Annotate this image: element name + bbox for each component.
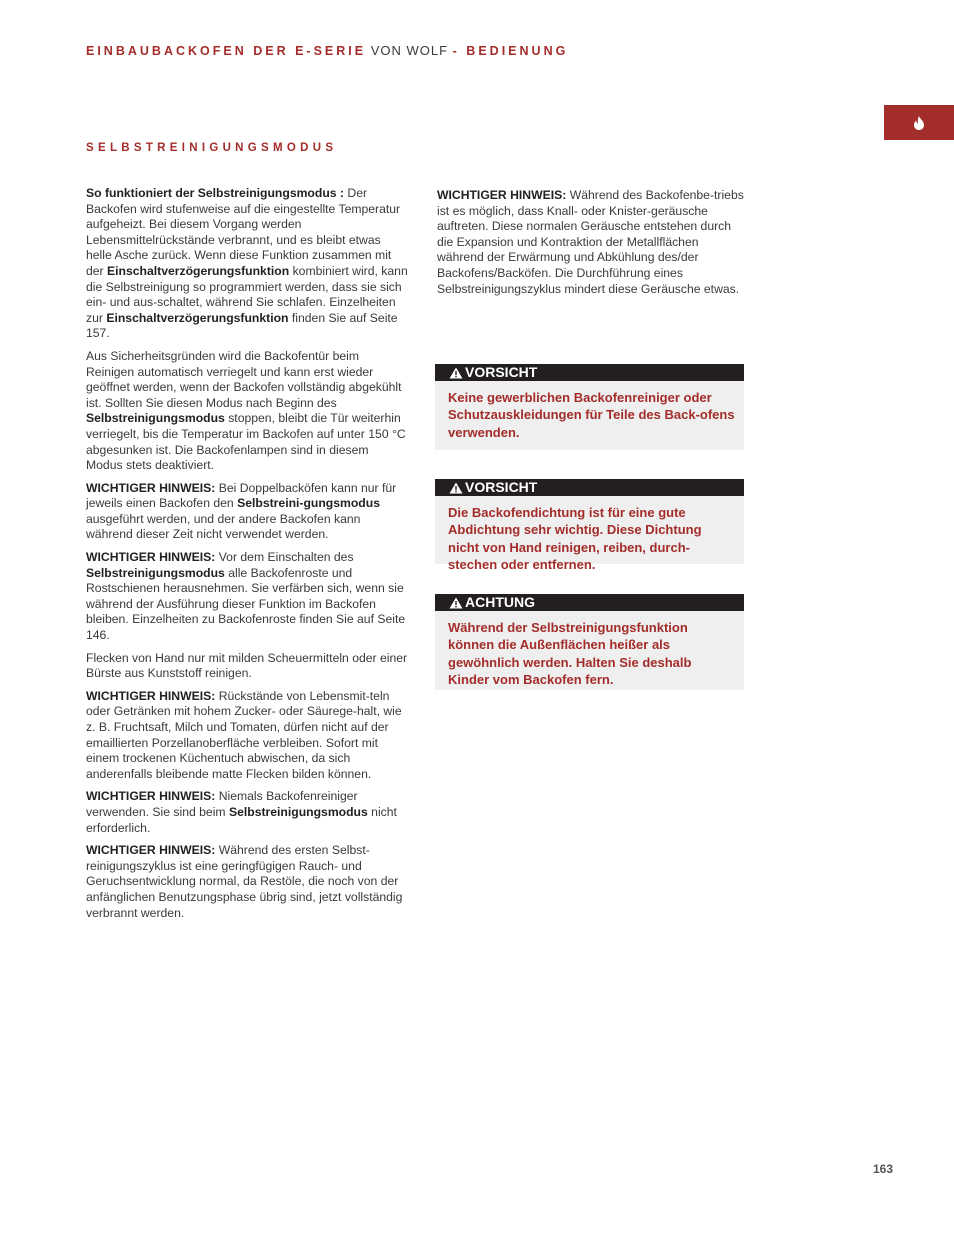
note-label: WICHTIGER HINWEIS: <box>86 843 216 858</box>
caution-text: Keine gewerblichen Backofenreiniger oder Schutzauskleidungen für Teile des Back-ofens verwenden. <box>448 390 735 440</box>
caution-bar <box>435 364 744 381</box>
text: nicht erforderlich. <box>86 804 397 835</box>
paragraph <box>437 188 747 297</box>
bold-term: Einschaltverzögerungsfunktion <box>107 263 290 278</box>
caution-box <box>435 479 744 572</box>
warning-triangle-icon <box>449 597 463 609</box>
text: kombiniert wird, kann die Selbstreinigung so programmiert werden, dass sie sich ein- und aus-schaltet, während Sie schlafen. Einzelheiten zur <box>86 263 408 325</box>
paragraph: Flecken von Hand nur mit milden Scheuermitteln oder einer Bürste aus Kunststoff reinigen. <box>86 650 408 681</box>
warning-box <box>435 594 744 690</box>
bold-term: Selbstreinigungsmodus <box>228 804 368 819</box>
caution-text: Die Backofendichtung ist für eine gute Abdichtung sehr wichtig. Diese Dichtung nicht von Hand reinigen, reiben, durch-stechen oder entfernen. <box>448 505 702 572</box>
header-title: EINBAUBACKOFEN DER E-SERIE <box>86 44 367 58</box>
flame-icon <box>913 116 925 130</box>
text: ausgeführt werden, und der andere Backofen kann während dieser Zeit nicht verwendet werden. <box>86 511 361 542</box>
note-label: WICHTIGER HINWEIS: <box>86 789 216 804</box>
text: Vor dem Einschalten des <box>215 550 354 565</box>
text: Bei Doppelbacköfen kann nur für jeweils einen Backofen den <box>86 480 397 511</box>
right-column <box>437 188 747 304</box>
caution-label: VORSICHT <box>465 364 538 380</box>
paragraph <box>86 843 408 921</box>
note-label: WICHTIGER HINWEIS: <box>86 480 216 495</box>
header-brand: VON WOLF <box>366 43 453 58</box>
paragraph <box>86 186 408 342</box>
text: stoppen, bleibt die Tür weiterhin verriegelt, bis die Temperatur im Backofen auf unter 150 °C abgesunken ist. Die Backofenlampen sind in diesem Modus stets deaktiviert. <box>86 411 406 473</box>
header-section: - BEDIENUNG <box>452 44 569 58</box>
section-title: SELBSTREINIGUNGSMODUS <box>86 142 338 154</box>
note-label: WICHTIGER HINWEIS: <box>437 188 567 202</box>
bold-term: Selbstreinigungsmodus <box>86 565 225 580</box>
text: Während des ersten Selbst-reinigungszyklus ist eine geringfügigen Rauch- und Geruchsentwicklung normal, da Restöle, die noch von der anfänglichen Benutzungsphase übrig sind, jetzt vollständig verbrannt werden. <box>86 843 403 920</box>
bold-term: Selbstreini-gungsmodus <box>237 496 380 511</box>
text: Niemals Backofenreiniger verwenden. Sie sind beim <box>86 789 358 819</box>
bold-term: Einschaltverzögerungsfunktion <box>106 310 289 325</box>
text: Der Backofen wird stufenweise auf die eingestellte Temperatur aufgeheizt. Bei diesem Vorgang werden Lebensmittelrückstände verbrannt, und es bleibt etwas helle Asche zurück. Wenn diese Funktion zusammen mit der <box>86 186 401 278</box>
text: alle Backofenroste und Rostschienen herausnehmen. Sie verfärben sich, wenn sie während der Ausführung dieser Funktion im Backofen bleiben. Einzelheiten zu Backofenroste finden Sie auf Seite 146. <box>86 565 406 643</box>
text: finden Sie auf Seite 157. <box>86 310 398 341</box>
note-label: WICHTIGER HINWEIS: <box>86 550 216 565</box>
caution-bar <box>435 479 744 496</box>
text: Während des Backofenbe-triebs ist es möglich, dass Knall- oder Knister-geräusche auftreten. Diese normalen Geräusche entstehen durch die Expansion und Kontraktion der Metallflächen während der Erwärmung und Abkühlung des/der Backofens/Backöfen. Die Durchführung eines Selbstreinigungszyklus mindert diese Geräusche etwas. <box>437 188 744 296</box>
warning-triangle-icon <box>449 482 463 494</box>
bold-term: So funktioniert der Selbstreinigungsmodus : <box>86 186 344 200</box>
bold-term: Selbstreinigungsmodus <box>86 411 225 426</box>
caution-box <box>435 364 744 450</box>
caution-label: VORSICHT <box>465 479 538 495</box>
warning-text: Während der Selbstreinigungsfunktion können die Außenflächen heißer als gewöhnlich werden. Halten Sie deshalb Kinder vom Backofen fern. <box>448 620 692 687</box>
warning-label: ACHTUNG <box>465 594 535 610</box>
text: Aus Sicherheitsgründen wird die Backofentür beim Reinigen automatisch verriegelt und kann erst wieder geöffnet werden, wenn der Backofen vollständig abgekühlt ist. Sollten Sie diesen Modus nach Beginn des <box>86 348 402 410</box>
note-label: WICHTIGER HINWEIS: <box>86 688 216 703</box>
paragraph <box>86 789 408 836</box>
page-number: 163 <box>873 1162 894 1176</box>
left-column <box>86 186 408 928</box>
paragraph <box>86 689 408 783</box>
warning-bar <box>435 594 744 611</box>
text: Rückstände von Lebensmit-teln oder Getränken mit hohem Zucker- oder Säurege-halt, wie z. B. Fruchtsaft, Milch und Tomaten, dürfen nicht auf der emaillierten Porzellanoberfläche verbleiben. Sofort mit einem trockenen Küchentuch abwischen, da sich anderenfalls bleibende matte Flecken bilden können. <box>86 688 402 781</box>
paragraph <box>86 349 408 474</box>
paragraph <box>86 550 408 644</box>
paragraph <box>86 481 408 543</box>
section-tab <box>884 105 954 140</box>
warning-triangle-icon <box>449 367 463 379</box>
running-header <box>86 43 568 58</box>
